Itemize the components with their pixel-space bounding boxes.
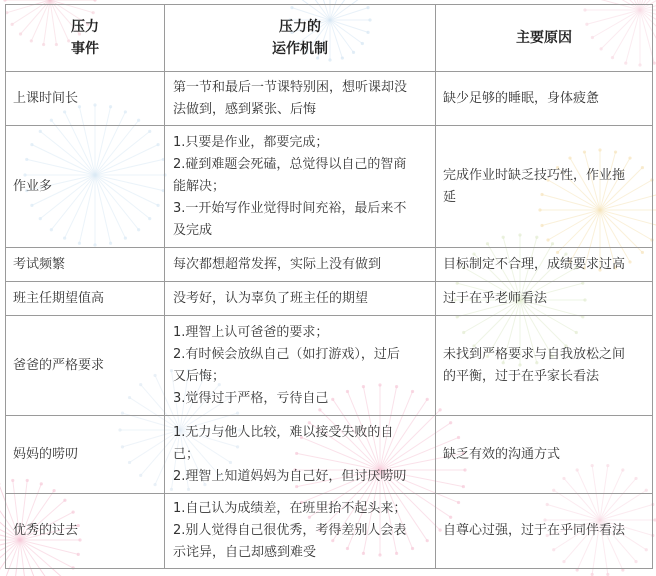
cell-stress-event: 优秀的过去 xyxy=(6,494,165,569)
cell-stress-event: 班主任期望值高 xyxy=(6,282,165,316)
cell-stress-event: 作业多 xyxy=(6,126,165,248)
cell-stress-event: 爸爸的严格要求 xyxy=(6,316,165,416)
cell-stress-mechanism: 每次都想超常发挥，实际上没有做到 xyxy=(165,248,436,282)
table-row xyxy=(6,316,653,416)
table-header-row xyxy=(6,5,653,72)
table-row xyxy=(6,248,653,282)
cell-stress-event: 上课时间长 xyxy=(6,72,165,126)
cell-main-reason: 缺乏有效的沟通方式 xyxy=(436,416,653,494)
cell-main-reason: 过于在乎老师看法 xyxy=(436,282,653,316)
table-row xyxy=(6,126,653,248)
header-stress-mechanism: 压力的 运作机制 xyxy=(165,5,436,72)
cell-main-reason: 目标制定不合理，成绩要求过高 xyxy=(436,248,653,282)
header-main-reason: 主要原因 xyxy=(436,5,653,72)
cell-stress-event: 考试频繁 xyxy=(6,248,165,282)
table-row xyxy=(6,72,653,126)
cell-stress-mechanism: 1.无力与他人比较，难以接受失败的自 己； 2.理智上知道妈妈为自己好，但讨厌唠叨 xyxy=(165,416,436,494)
cell-main-reason: 完成作业时缺乏技巧性，作业拖 延 xyxy=(436,126,653,248)
cell-stress-mechanism: 1.只要是作业，都要完成； 2.碰到难题会死磕，总觉得以自己的智商 能解决； 3.一开始写作业觉得时间充裕，最后来不 及完成 xyxy=(165,126,436,248)
table-row xyxy=(6,282,653,316)
cell-main-reason: 缺少足够的睡眠，身体疲惫 xyxy=(436,72,653,126)
cell-main-reason: 自尊心过强，过于在乎同伴看法 xyxy=(436,494,653,569)
cell-stress-mechanism: 1.理智上认可爸爸的要求； 2.有时候会放纵自己（如打游戏），过后 又后悔； 3.觉得过于严格，亏待自己 xyxy=(165,316,436,416)
cell-stress-mechanism: 没考好，认为辜负了班主任的期望 xyxy=(165,282,436,316)
header-stress-event: 压力 事件 xyxy=(6,5,165,72)
cell-stress-event: 妈妈的唠叨 xyxy=(6,416,165,494)
stress-analysis-table xyxy=(5,4,653,569)
cell-stress-mechanism: 1.自己认为成绩差，在班里抬不起头来； 2.别人觉得自己很优秀，考得差别人会表 示诧异，自己却感到难受 xyxy=(165,494,436,569)
cell-stress-mechanism: 第一节和最后一节课特别困，想听课却没 法做到，感到紧张、后悔 xyxy=(165,72,436,126)
table-row xyxy=(6,494,653,569)
cell-main-reason: 未找到严格要求与自我放松之间 的平衡，过于在乎家长看法 xyxy=(436,316,653,416)
table-row xyxy=(6,416,653,494)
